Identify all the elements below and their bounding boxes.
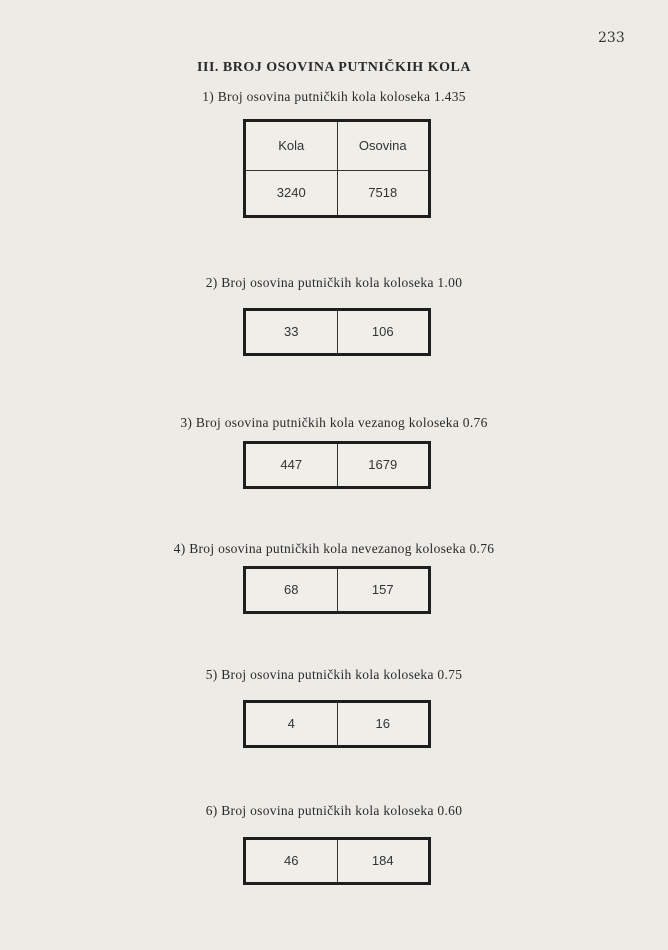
table-row (246, 311, 428, 353)
caption-4: 4) Broj osovina putničkih kola nevezanog koloseka 0.76 (173, 541, 495, 556)
header-kola: Kola (278, 138, 305, 153)
caption-2: 2) Broj osovina putničkih kola koloseka 1.00 (205, 275, 463, 290)
value-osovina: 106 (337, 311, 429, 353)
section-title: III. BROJ OSOVINA PUTNIČKIH KOLA (197, 60, 471, 75)
table-row (246, 840, 428, 882)
value-kola: 68 (284, 582, 299, 597)
caption-3: 3) Broj osovina putničkih kola vezanog koloseka 0.76 (180, 415, 488, 430)
table-4 (243, 566, 431, 614)
page-number: 233 (598, 30, 625, 46)
table-row (246, 569, 428, 611)
caption-5: 5) Broj osovina putničkih kola koloseka 0.75 (205, 667, 463, 682)
table-3 (243, 441, 431, 489)
value-osovina: 1679 (337, 444, 429, 486)
table-2 (243, 308, 431, 356)
caption-1: 1) Broj osovina putničkih kola koloseka 1.435 (202, 89, 466, 104)
value-osovina: 16 (337, 703, 429, 745)
table-6 (243, 837, 431, 885)
value-osovina: 157 (337, 569, 429, 611)
table-row (246, 444, 428, 486)
caption-6: 6) Broj osovina putničkih kola koloseka 0.60 (205, 803, 463, 818)
table-1 (243, 119, 431, 218)
table-header-row (246, 122, 428, 171)
value-kola: 33 (284, 324, 299, 339)
table-row (246, 171, 428, 215)
value-osovina: 7518 (337, 171, 429, 215)
table-5 (243, 700, 431, 748)
value-kola: 4 (287, 716, 295, 731)
value-kola: 3240 (276, 185, 306, 200)
table-row (246, 703, 428, 745)
value-kola: 46 (284, 853, 299, 868)
value-kola: 447 (280, 457, 303, 472)
header-osovina: Osovina (337, 122, 429, 170)
value-osovina: 184 (337, 840, 429, 882)
